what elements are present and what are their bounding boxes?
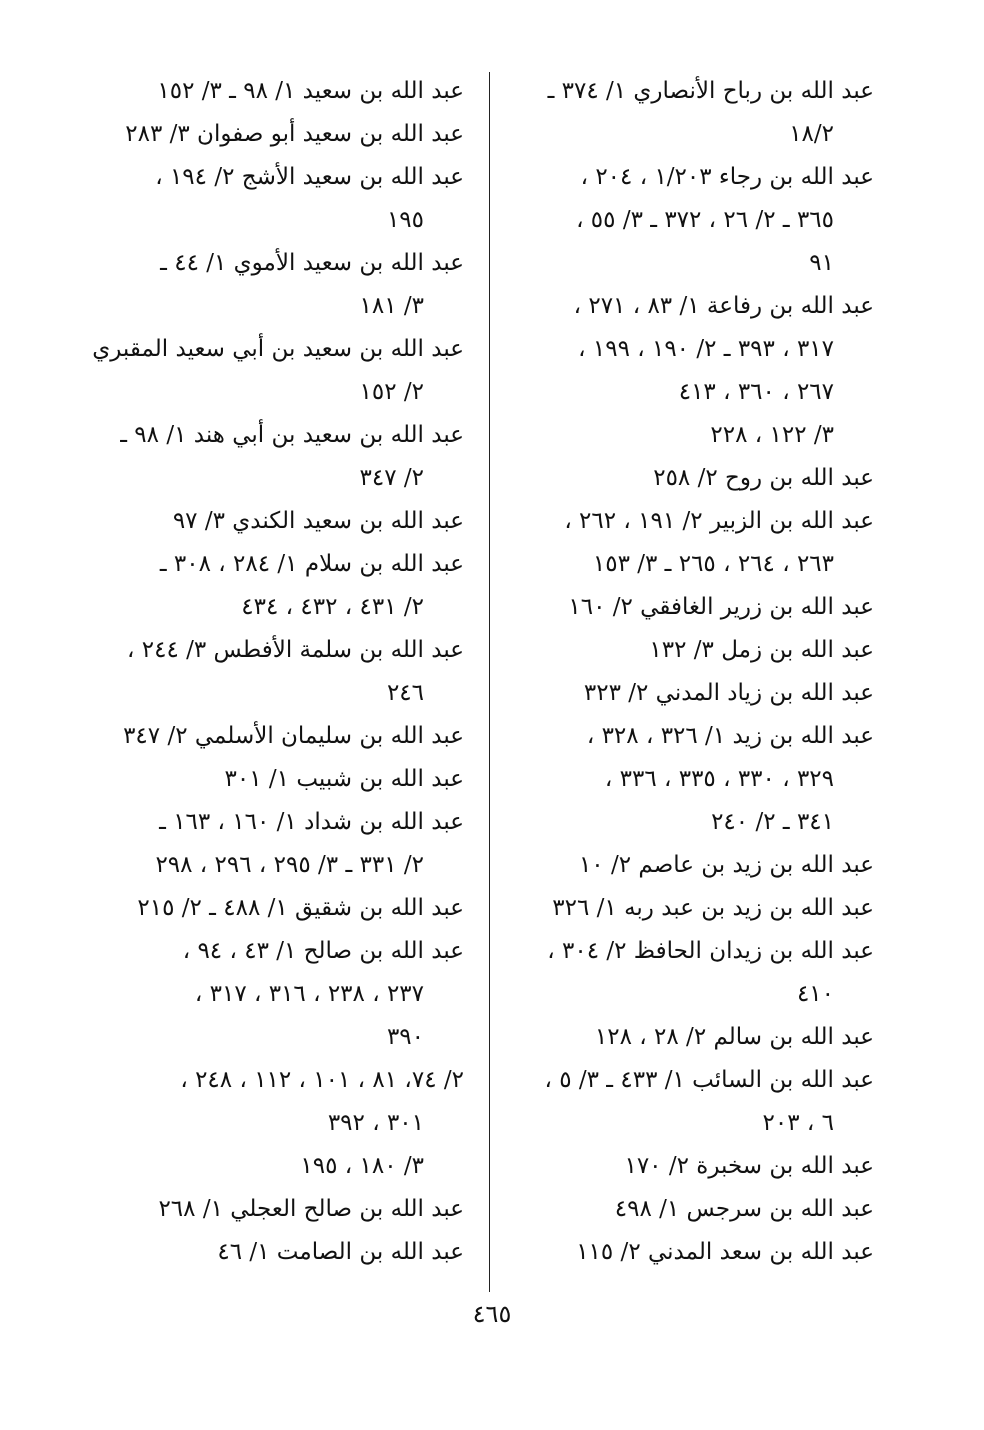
index-entry: عبد الله بن صالح العجلي ١/ ٢٦٨ <box>158 1196 464 1222</box>
column-divider <box>489 72 490 1292</box>
index-entry: عبد الله بن سعد المدني ٢/ ١١٥ <box>576 1239 874 1265</box>
index-entry: عبد الله بن رباح الأنصاري ١/ ٣٧٤ ـ <box>547 78 874 104</box>
index-entry-continuation: ٢٦٣ ، ٢٦٤ ، ٢٦٥ ـ ٣/ ١٥٣ <box>592 551 834 577</box>
index-entry: عبد الله بن سعيد الأشج ٢/ ١٩٤ ، <box>155 164 464 190</box>
index-entry: عبد الله بن شداد ١/ ١٦٠ ، ١٦٣ ـ <box>159 809 464 835</box>
index-entry-continuation: ٣٤١ ـ ٢/ ٢٤٠ <box>711 809 834 835</box>
page-number: ٤٦٥ <box>472 1300 512 1328</box>
index-entry: عبد الله بن زمل ٣/ ١٣٢ <box>649 637 874 663</box>
index-entry: عبد الله بن سالم ٢/ ٢٨ ، ١٢٨ <box>594 1024 874 1050</box>
index-entry-continuation: ٣/ ١٨٠ ، ١٩٥ <box>300 1153 424 1179</box>
index-entry: عبد الله بن شقيق ١/ ٤٨٨ ـ ٢/ ٢١٥ <box>137 895 464 921</box>
index-entry: عبد الله بن سعيد ١/ ٩٨ ـ ٣/ ١٥٢ <box>157 78 464 104</box>
index-entry: عبد الله بن سلمة الأفطس ٣/ ٢٤٤ ، <box>127 637 464 663</box>
index-entry-continuation: ١٩٥ <box>386 207 424 233</box>
index-entry: عبد الله بن السائب ١/ ٤٣٣ ـ ٣/ ٥ ، <box>544 1067 874 1093</box>
index-entry: عبد الله بن سليمان الأسلمي ٢/ ٣٤٧ <box>123 723 464 749</box>
index-entry: عبد الله بن زيد بن عاصم ٢/ ١٠ <box>578 852 874 878</box>
index-entry-continuation: ٤١٠ <box>796 981 834 1007</box>
index-entry-continuation: ٣٩٠ <box>386 1024 424 1050</box>
index-entry-continuation: ٣٦٥ ـ ٢/ ٢٦ ، ٣٧٢ ـ ٣/ ٥٥ ، <box>576 207 834 233</box>
index-entry: عبد الله بن سخبرة ٢/ ١٧٠ <box>624 1153 874 1179</box>
index-entry: عبد الله بن صالح ١/ ٤٣ ، ٩٤ ، <box>182 938 464 964</box>
index-entry-continuation: ٦ ، ٢٠٣ <box>762 1110 834 1136</box>
index-entry-continuation: ١٨/٢ <box>789 121 834 147</box>
index-entry: عبد الله بن سعيد بن أبي سعيد المقبري <box>92 336 464 362</box>
index-entry-continuation: ٢٦٧ ، ٣٦٠ ، ٤١٣ <box>678 379 834 405</box>
index-entry: عبد الله بن زيدان الحافظ ٢/ ٣٠٤ ، <box>547 938 874 964</box>
index-entry: عبد الله بن زيد ١/ ٣٢٦ ، ٣٢٨ ، <box>586 723 874 749</box>
index-entry-continuation: ٢/ ٣٤٧ <box>359 465 424 491</box>
index-entry: عبد الله بن الزبير ٢/ ١٩١ ، ٢٦٢ ، <box>564 508 874 534</box>
index-entry-continuation: ٢/ ١٥٢ <box>359 379 424 405</box>
index-entry: عبد الله بن سعيد الأموي ١/ ٤٤ ـ <box>160 250 464 276</box>
index-entry: عبد الله بن زرير الغافقي ٢/ ١٦٠ <box>568 594 874 620</box>
index-entry: عبد الله بن سلام ١/ ٢٨٤ ، ٣٠٨ ـ <box>159 551 464 577</box>
index-entry: عبد الله بن سعيد بن أبي هند ١/ ٩٨ ـ <box>120 422 464 448</box>
index-entry-continuation: ٢٣٧ ، ٢٣٨ ، ٣١٦ ، ٣١٧ ، <box>194 981 424 1007</box>
index-entry: عبد الله بن روح ٢/ ٢٥٨ <box>653 465 874 491</box>
index-entry: عبد الله بن رفاعة ١/ ٨٣ ، ٢٧١ ، <box>573 293 874 319</box>
index-entry-continuation: ٣١٧ ، ٣٩٣ ـ ٢/ ١٩٠ ، ١٩٩ ، <box>578 336 834 362</box>
index-entry-continuation: ٣٠١ ، ٣٩٢ <box>327 1110 424 1136</box>
index-entry: عبد الله بن الصامت ١/ ٤٦ <box>217 1239 464 1265</box>
index-entry-continuation: ٩١ <box>809 250 834 276</box>
index-entry-continuation: ٣/ ١٢٢ ، ٢٢٨ <box>710 422 834 448</box>
index-entry: عبد الله بن سعيد أبو صفوان ٣/ ٢٨٣ <box>125 121 464 147</box>
index-entry: عبد الله بن سعيد الكندي ٣/ ٩٧ <box>172 508 464 534</box>
index-entry: عبد الله بن رجاء ١/٢٠٣ ، ٢٠٤ ، <box>580 164 874 190</box>
index-entry: عبد الله بن زيد بن عبد ربه ١/ ٣٢٦ <box>552 895 874 921</box>
index-entry-continuation: ٢/ ٣٣١ ـ ٣/ ٢٩٥ ، ٢٩٦ ، ٢٩٨ <box>155 852 424 878</box>
index-entry-continuation: ٢/ ٤٣١ ، ٤٣٢ ، ٤٣٤ <box>241 594 424 620</box>
index-entry: عبد الله بن سرجس ١/ ٤٩٨ <box>614 1196 874 1222</box>
index-column-left <box>74 70 464 1274</box>
index-entry-continuation: ٣/ ١٨١ <box>359 293 424 319</box>
index-entry-continuation: ٢٤٦ <box>386 680 424 706</box>
index-entry-continuation: ٣٢٩ ، ٣٣٠ ، ٣٣٥ ، ٣٣٦ ، <box>604 766 834 792</box>
index-entry: ٢/ ٧٤، ٨١ ، ١٠١ ، ١١٢ ، ٢٤٨ ، <box>180 1067 464 1093</box>
index-entry: عبد الله بن شبيب ١/ ٣٠١ <box>224 766 464 792</box>
index-column-right <box>494 70 874 1274</box>
index-entry: عبد الله بن زياد المدني ٢/ ٣٢٣ <box>583 680 874 706</box>
